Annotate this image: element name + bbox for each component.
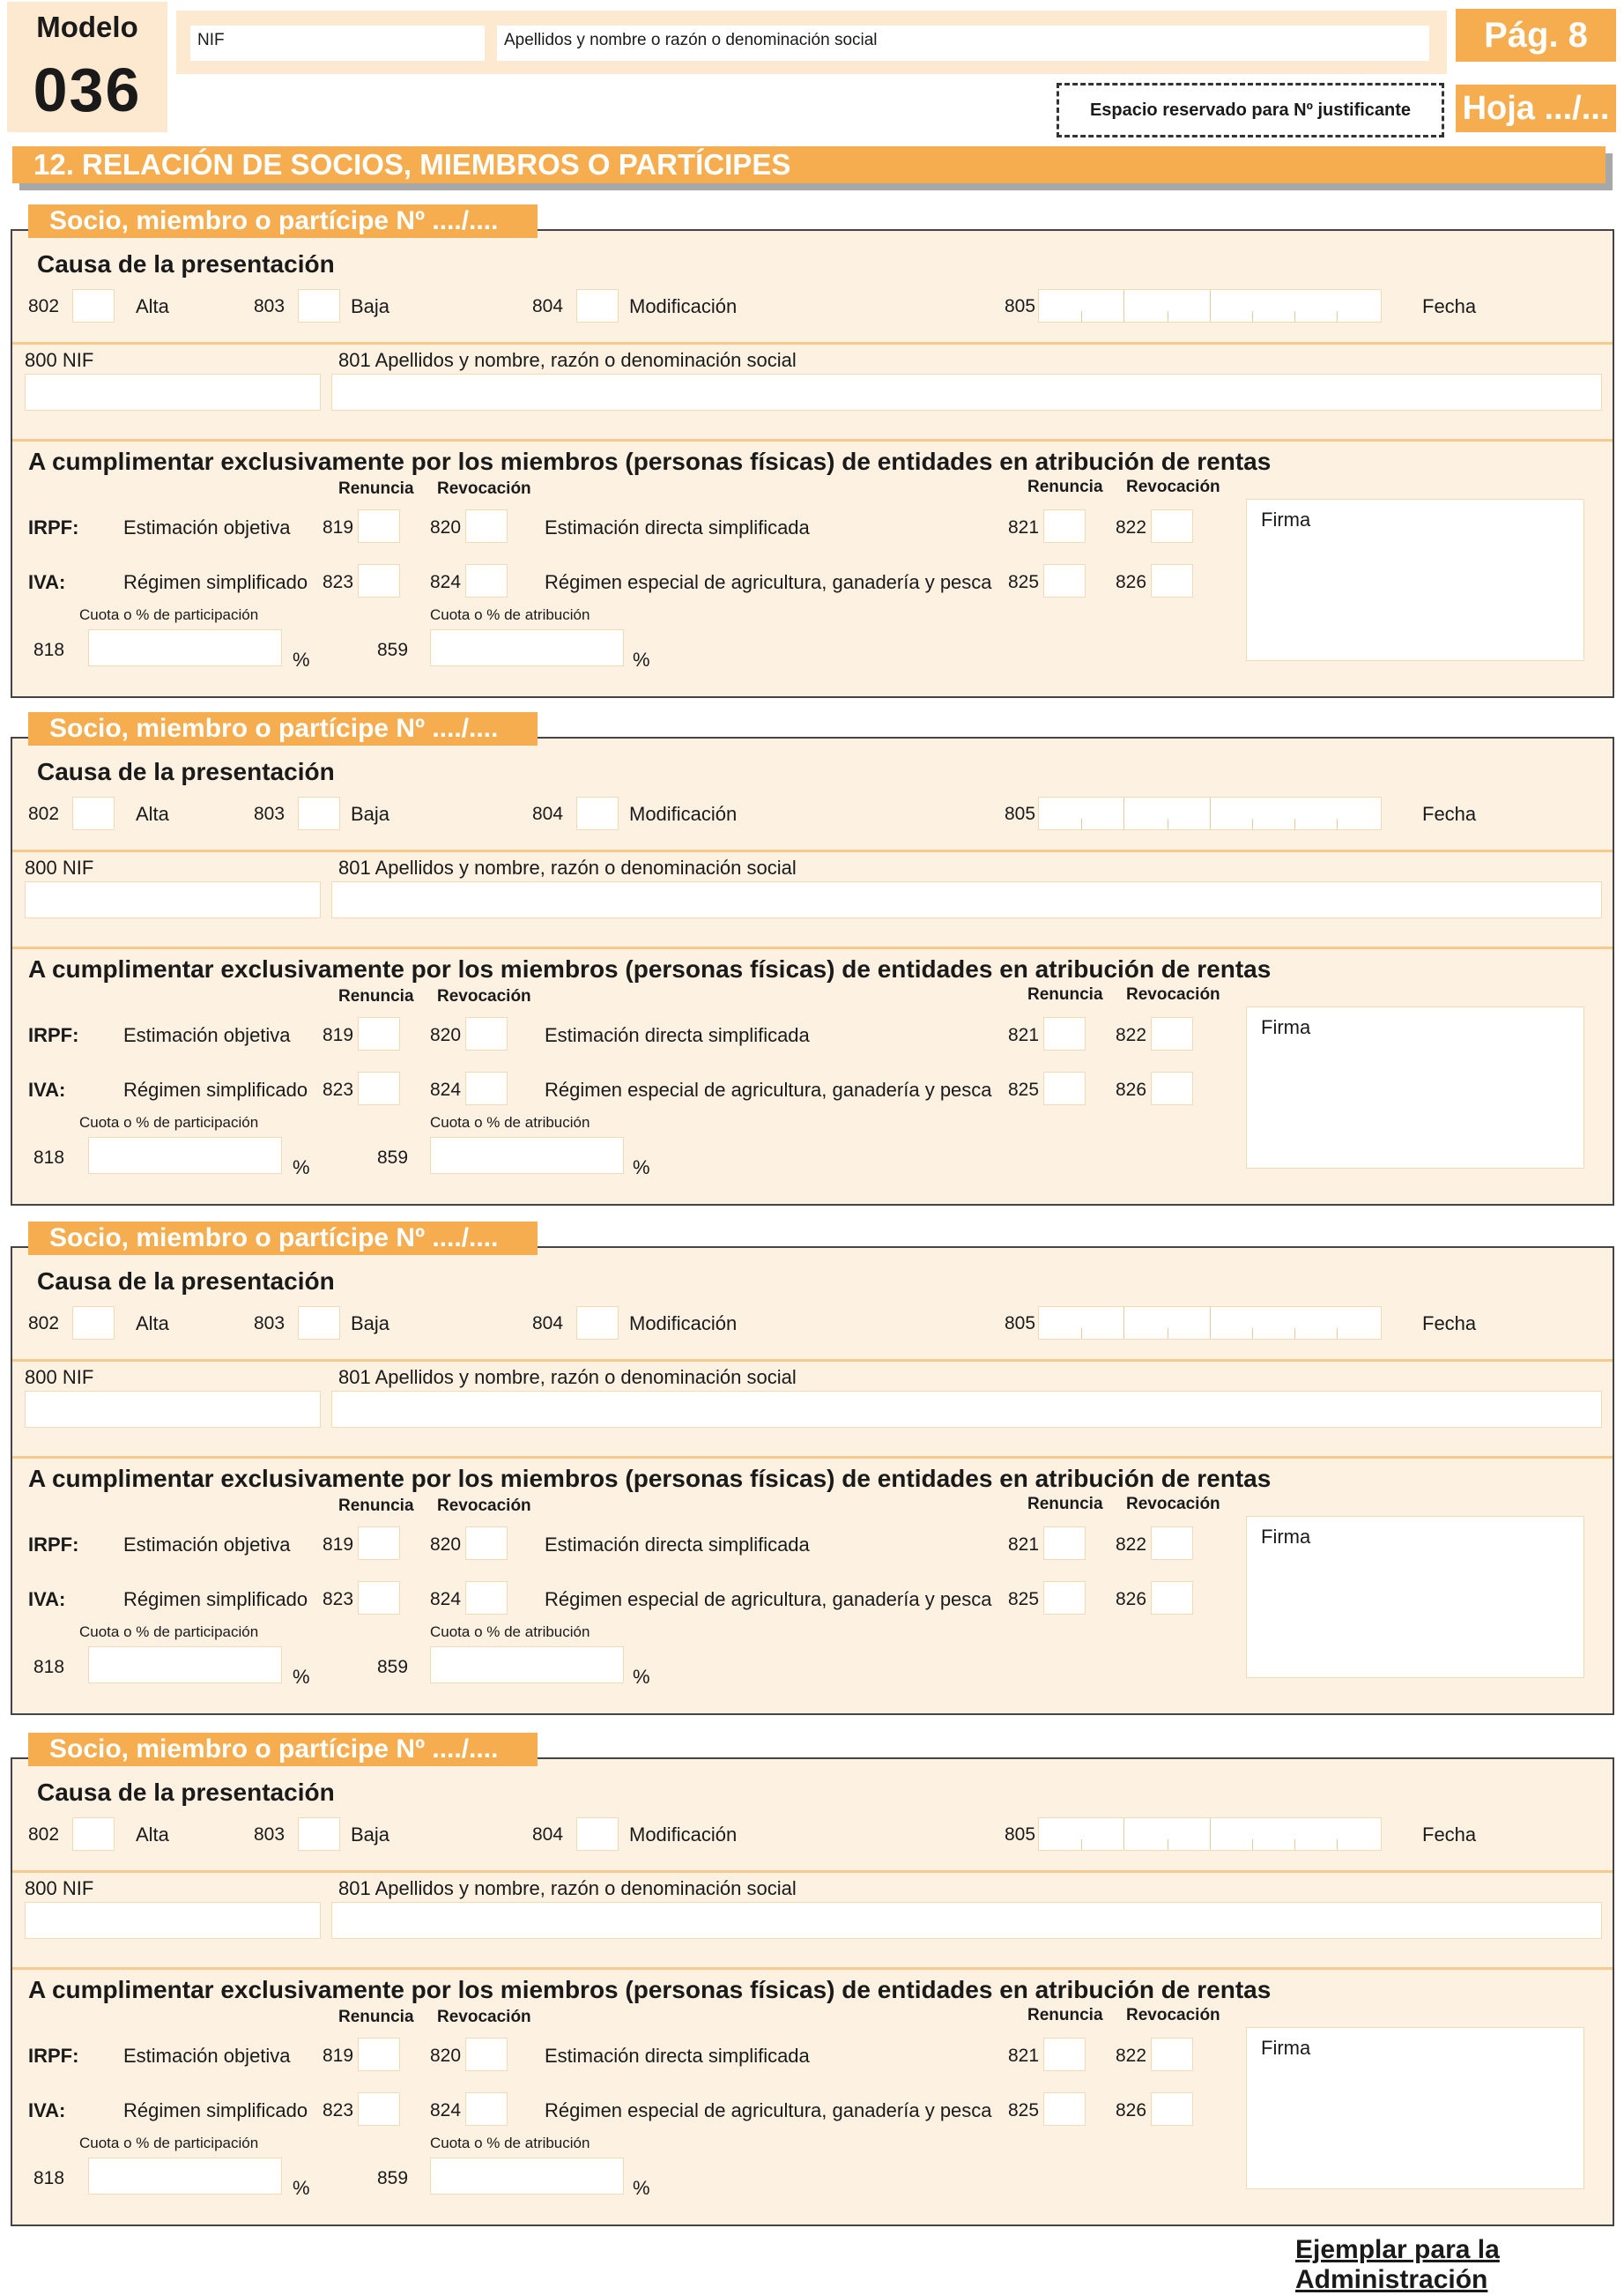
footer-ejemplar: Ejemplar para la Administración <box>1295 2235 1500 2294</box>
baja-label: Baja <box>351 1312 390 1334</box>
renuncia-823-checkbox[interactable] <box>358 2092 400 2126</box>
revocacion-header-2: Revocación <box>1126 1495 1220 1513</box>
date-tick <box>1294 1839 1295 1850</box>
modelo-number: 036 <box>33 56 142 124</box>
socio-title: Socio, miembro o partícipe Nº ..../.... <box>28 1733 538 1766</box>
code-805: 805 <box>1005 804 1036 824</box>
renuncia-821-checkbox[interactable] <box>1043 2038 1086 2071</box>
cuota-participacion-input[interactable] <box>88 1646 282 1683</box>
revocacion-header: Revocación <box>437 987 531 1006</box>
code-824: 824 <box>430 2100 462 2120</box>
firma-label: Firma <box>1261 2037 1311 2059</box>
revocacion-822-checkbox[interactable] <box>1151 509 1193 543</box>
estimacion-directa-label: Estimación directa simplificada <box>545 1534 810 1556</box>
cuota-atribucion-label: Cuota o % de atribución <box>430 2135 590 2151</box>
renuncia-header-2: Renuncia <box>1027 1495 1103 1513</box>
renuncia-819-checkbox[interactable] <box>358 1526 400 1560</box>
code-821: 821 <box>1008 1025 1040 1045</box>
code-803: 803 <box>254 804 285 824</box>
code-819: 819 <box>323 1534 354 1555</box>
code-822: 822 <box>1116 517 1147 538</box>
code-826: 826 <box>1116 1080 1147 1100</box>
date-tick <box>1081 311 1082 322</box>
date-tick <box>1081 1328 1082 1339</box>
code-819: 819 <box>323 1025 354 1045</box>
regimen-especial-label: Régimen especial de agricultura, ganadería y pesca <box>545 571 992 593</box>
code-823: 823 <box>323 572 354 592</box>
apellidos-label: 801 Apellidos y nombre, razón o denominación social <box>338 349 797 371</box>
renuncia-823-checkbox[interactable] <box>358 1581 400 1615</box>
code-822: 822 <box>1116 2046 1147 2066</box>
iva-label: IVA: <box>28 1079 66 1101</box>
code-826: 826 <box>1116 1589 1147 1609</box>
regimen-simplificado-label: Régimen simplificado <box>123 2099 308 2121</box>
code-825: 825 <box>1008 1080 1040 1100</box>
alta-label: Alta <box>136 295 169 317</box>
estimacion-directa-label: Estimación directa simplificada <box>545 1024 810 1046</box>
irpf-label: IRPF: <box>28 516 79 538</box>
revocacion-header-2: Revocación <box>1126 2006 1220 2024</box>
revocacion-822-checkbox[interactable] <box>1151 1017 1193 1051</box>
section-divider <box>12 947 1613 949</box>
fecha-date-field[interactable] <box>1038 797 1382 830</box>
revocacion-826-checkbox[interactable] <box>1151 2092 1193 2126</box>
alta-label: Alta <box>136 1312 169 1334</box>
section-title: 12. RELACIÓN DE SOCIOS, MIEMBROS O PARTÍCIPES <box>12 146 1605 183</box>
code-826: 826 <box>1116 572 1147 592</box>
code-823: 823 <box>323 2100 354 2120</box>
percent-sign: % <box>633 1666 650 1688</box>
estimacion-objetiva-label: Estimación objetiva <box>123 2045 291 2067</box>
code-859: 859 <box>377 1657 409 1677</box>
baja-checkbox[interactable] <box>298 797 340 830</box>
code-805: 805 <box>1005 1824 1036 1845</box>
code-822: 822 <box>1116 1534 1147 1555</box>
code-859: 859 <box>377 1148 409 1168</box>
revocacion-824-checkbox[interactable] <box>465 1581 508 1615</box>
miembros-title: A cumplimentar exclusivamente por los miembros (personas físicas) de entidades en atribución de rentas <box>28 1465 1272 1492</box>
code-821: 821 <box>1008 1534 1040 1555</box>
baja-checkbox[interactable] <box>298 1306 340 1340</box>
date-separator <box>1210 1818 1211 1850</box>
percent-sign: % <box>293 1156 310 1178</box>
renuncia-825-checkbox[interactable] <box>1043 2092 1086 2126</box>
date-separator <box>1210 290 1211 322</box>
date-tick <box>1252 819 1253 829</box>
modificacion-checkbox[interactable] <box>576 1306 619 1340</box>
renuncia-header-2: Renuncia <box>1027 478 1103 496</box>
percent-sign: % <box>293 1666 310 1688</box>
date-tick <box>1337 1328 1338 1339</box>
cuota-participacion-input[interactable] <box>88 629 282 666</box>
modelo-box <box>7 2 167 132</box>
date-separator <box>1210 798 1211 829</box>
renuncia-821-checkbox[interactable] <box>1043 1526 1086 1560</box>
code-823: 823 <box>323 1080 354 1100</box>
date-separator <box>1123 1307 1124 1339</box>
date-separator <box>1123 798 1124 829</box>
socio-block <box>11 1222 1614 1689</box>
modificacion-label: Modificación <box>629 1312 738 1334</box>
fecha-label: Fecha <box>1422 1823 1477 1846</box>
code-805: 805 <box>1005 1313 1036 1333</box>
apellidos-input[interactable] <box>331 881 1602 918</box>
fecha-date-field[interactable] <box>1038 1306 1382 1340</box>
date-tick <box>1081 819 1082 829</box>
renuncia-819-checkbox[interactable] <box>358 2038 400 2071</box>
code-820: 820 <box>430 1025 462 1045</box>
date-tick <box>1294 819 1295 829</box>
nif-input[interactable] <box>25 881 321 918</box>
header-nif-field[interactable] <box>190 26 485 61</box>
section-divider <box>12 1359 1613 1362</box>
regimen-simplificado-label: Régimen simplificado <box>123 1079 308 1101</box>
apellidos-label: 801 Apellidos y nombre, razón o denominación social <box>338 857 797 879</box>
miembros-title: A cumplimentar exclusivamente por los miembros (personas físicas) de entidades en atribución de rentas <box>28 955 1272 983</box>
code-821: 821 <box>1008 2046 1040 2066</box>
section-divider <box>12 850 1613 852</box>
alta-label: Alta <box>136 803 169 825</box>
socio-title: Socio, miembro o partícipe Nº ..../.... <box>28 1222 538 1255</box>
apellidos-input[interactable] <box>331 1391 1602 1428</box>
code-819: 819 <box>323 2046 354 2066</box>
code-825: 825 <box>1008 2100 1040 2120</box>
firma-box[interactable] <box>1246 2027 1584 2189</box>
estimacion-directa-label: Estimación directa simplificada <box>545 2045 810 2067</box>
code-819: 819 <box>323 517 354 538</box>
estimacion-objetiva-label: Estimación objetiva <box>123 516 291 538</box>
revocacion-header-2: Revocación <box>1126 478 1220 496</box>
fecha-date-field[interactable] <box>1038 289 1382 323</box>
date-tick <box>1337 311 1338 322</box>
header-name-field[interactable] <box>497 26 1429 61</box>
estimacion-objetiva-label: Estimación objetiva <box>123 1024 291 1046</box>
revocacion-header-2: Revocación <box>1126 985 1220 1004</box>
regimen-especial-label: Régimen especial de agricultura, ganadería y pesca <box>545 1588 992 1610</box>
socio-frame <box>11 229 1614 698</box>
revocacion-header: Revocación <box>437 479 531 498</box>
renuncia-header-2: Renuncia <box>1027 2006 1103 2024</box>
socio-title: Socio, miembro o partícipe Nº ..../.... <box>28 712 538 746</box>
percent-sign: % <box>633 2177 650 2199</box>
code-859: 859 <box>377 640 409 660</box>
irpf-label: IRPF: <box>28 2045 79 2067</box>
percent-sign: % <box>293 649 310 671</box>
cuota-atribucion-input[interactable] <box>430 1646 624 1683</box>
section-divider <box>12 1870 1613 1873</box>
percent-sign: % <box>293 2177 310 2199</box>
date-tick <box>1294 311 1295 322</box>
revocacion-820-checkbox[interactable] <box>465 1017 508 1051</box>
code-818: 818 <box>33 2168 65 2188</box>
apellidos-input[interactable] <box>331 374 1602 411</box>
section-divider <box>12 342 1613 345</box>
code-823: 823 <box>323 1589 354 1609</box>
modificacion-checkbox[interactable] <box>576 289 619 323</box>
socio-frame <box>11 737 1614 1206</box>
apellidos-label: 801 Apellidos y nombre, razón o denominación social <box>338 1877 797 1899</box>
firma-box[interactable] <box>1246 499 1584 661</box>
code-803: 803 <box>254 296 285 316</box>
code-825: 825 <box>1008 572 1040 592</box>
header-identification <box>176 11 1447 74</box>
renuncia-819-checkbox[interactable] <box>358 509 400 543</box>
iva-label: IVA: <box>28 571 66 593</box>
code-818: 818 <box>33 1148 65 1168</box>
nif-label: 800 NIF <box>25 1366 94 1388</box>
nif-label: 800 NIF <box>25 1877 94 1899</box>
fecha-date-field[interactable] <box>1038 1817 1382 1851</box>
modificacion-checkbox[interactable] <box>576 1817 619 1851</box>
date-tick <box>1252 311 1253 322</box>
code-824: 824 <box>430 1080 462 1100</box>
fecha-label: Fecha <box>1422 803 1477 825</box>
code-804: 804 <box>532 1824 564 1845</box>
code-805: 805 <box>1005 296 1036 316</box>
cuota-atribucion-label: Cuota o % de atribución <box>430 1114 590 1131</box>
cuota-participacion-input[interactable] <box>88 2158 282 2195</box>
baja-label: Baja <box>351 1823 390 1846</box>
socio-frame <box>11 1246 1614 1715</box>
modificacion-label: Modificación <box>629 803 738 825</box>
renuncia-819-checkbox[interactable] <box>358 1017 400 1051</box>
fecha-label: Fecha <box>1422 1312 1477 1334</box>
nif-label: 800 NIF <box>25 349 94 371</box>
section-divider <box>12 1967 1613 1970</box>
percent-sign: % <box>633 1156 650 1178</box>
regimen-especial-label: Régimen especial de agricultura, ganadería y pesca <box>545 2099 992 2121</box>
modificacion-label: Modificación <box>629 1823 738 1846</box>
baja-label: Baja <box>351 803 390 825</box>
renuncia-825-checkbox[interactable] <box>1043 564 1086 598</box>
header-name-label: Apellidos y nombre o razón o denominación social <box>504 31 878 49</box>
code-802: 802 <box>28 1824 60 1845</box>
code-818: 818 <box>33 640 65 660</box>
firma-label: Firma <box>1261 1526 1311 1548</box>
baja-label: Baja <box>351 295 390 317</box>
cuota-atribucion-input[interactable] <box>430 2158 624 2195</box>
cuota-atribucion-input[interactable] <box>430 629 624 666</box>
code-804: 804 <box>532 804 564 824</box>
date-tick <box>1252 1328 1253 1339</box>
revocacion-820-checkbox[interactable] <box>465 1526 508 1560</box>
baja-checkbox[interactable] <box>298 1817 340 1851</box>
fecha-label: Fecha <box>1422 295 1477 317</box>
alta-checkbox[interactable] <box>72 1817 115 1851</box>
estimacion-objetiva-label: Estimación objetiva <box>123 1534 291 1556</box>
code-859: 859 <box>377 2168 409 2188</box>
code-820: 820 <box>430 2046 462 2066</box>
socio-block <box>11 712 1614 1179</box>
revocacion-820-checkbox[interactable] <box>465 2038 508 2071</box>
nif-input[interactable] <box>25 374 321 411</box>
renuncia-825-checkbox[interactable] <box>1043 1581 1086 1615</box>
section-divider <box>12 1456 1613 1459</box>
code-820: 820 <box>430 1534 462 1555</box>
cuota-atribucion-input[interactable] <box>430 1137 624 1174</box>
irpf-label: IRPF: <box>28 1534 79 1556</box>
code-802: 802 <box>28 804 60 824</box>
date-tick <box>1081 1839 1082 1850</box>
renuncia-header: Renuncia <box>338 987 414 1006</box>
code-802: 802 <box>28 1313 60 1333</box>
code-821: 821 <box>1008 517 1040 538</box>
code-802: 802 <box>28 296 60 316</box>
hoja-badge: Hoja .../... <box>1456 85 1616 132</box>
revocacion-826-checkbox[interactable] <box>1151 564 1193 598</box>
code-804: 804 <box>532 1313 564 1333</box>
code-820: 820 <box>430 517 462 538</box>
code-824: 824 <box>430 572 462 592</box>
alta-checkbox[interactable] <box>72 289 115 323</box>
cuota-atribucion-label: Cuota o % de atribución <box>430 1623 590 1640</box>
socio-frame <box>11 1757 1614 2226</box>
header-nif-label: NIF <box>197 31 225 49</box>
firma-box[interactable] <box>1246 1516 1584 1678</box>
code-826: 826 <box>1116 2100 1147 2120</box>
renuncia-header-2: Renuncia <box>1027 985 1103 1004</box>
section-divider <box>12 439 1613 442</box>
percent-sign: % <box>633 649 650 671</box>
code-803: 803 <box>254 1313 285 1333</box>
renuncia-header: Renuncia <box>338 2008 414 2026</box>
baja-checkbox[interactable] <box>298 289 340 323</box>
revocacion-824-checkbox[interactable] <box>465 1072 508 1105</box>
revocacion-header: Revocación <box>437 2008 531 2026</box>
nif-input[interactable] <box>25 1902 321 1939</box>
revocacion-822-checkbox[interactable] <box>1151 2038 1193 2071</box>
page-number-badge: Pág. 8 <box>1456 9 1616 62</box>
nif-label: 800 NIF <box>25 857 94 879</box>
regimen-simplificado-label: Régimen simplificado <box>123 1588 308 1610</box>
iva-label: IVA: <box>28 2099 66 2121</box>
causa-title: Causa de la presentación <box>37 1779 335 1806</box>
renuncia-823-checkbox[interactable] <box>358 1072 400 1105</box>
alta-label: Alta <box>136 1823 169 1846</box>
firma-label: Firma <box>1261 1016 1311 1038</box>
revocacion-826-checkbox[interactable] <box>1151 1581 1193 1615</box>
miembros-title: A cumplimentar exclusivamente por los miembros (personas físicas) de entidades en atribución de rentas <box>28 1976 1272 2003</box>
firma-label: Firma <box>1261 509 1311 531</box>
cuota-participacion-label: Cuota o % de participación <box>79 2135 259 2151</box>
socio-block <box>11 1733 1614 2200</box>
revocacion-824-checkbox[interactable] <box>465 2092 508 2126</box>
socio-block <box>11 204 1614 672</box>
date-tick <box>1252 1839 1253 1850</box>
code-825: 825 <box>1008 1589 1040 1609</box>
socio-title: Socio, miembro o partícipe Nº ..../.... <box>28 204 538 238</box>
renuncia-header: Renuncia <box>338 1497 414 1515</box>
cuota-participacion-label: Cuota o % de participación <box>79 1623 259 1640</box>
modificacion-checkbox[interactable] <box>576 797 619 830</box>
miembros-title: A cumplimentar exclusivamente por los miembros (personas físicas) de entidades en atribución de rentas <box>28 448 1272 475</box>
cuota-atribucion-label: Cuota o % de atribución <box>430 606 590 623</box>
regimen-simplificado-label: Régimen simplificado <box>123 571 308 593</box>
cuota-participacion-label: Cuota o % de participación <box>79 1114 259 1131</box>
modificacion-label: Modificación <box>629 295 738 317</box>
renuncia-823-checkbox[interactable] <box>358 564 400 598</box>
code-822: 822 <box>1116 1025 1147 1045</box>
nif-input[interactable] <box>25 1391 321 1428</box>
alta-checkbox[interactable] <box>72 1306 115 1340</box>
date-tick <box>1337 1839 1338 1850</box>
revocacion-820-checkbox[interactable] <box>465 509 508 543</box>
code-824: 824 <box>430 1589 462 1609</box>
code-818: 818 <box>33 1657 65 1677</box>
apellidos-input[interactable] <box>331 1902 1602 1939</box>
iva-label: IVA: <box>28 1588 66 1610</box>
cuota-participacion-input[interactable] <box>88 1137 282 1174</box>
date-tick <box>1337 819 1338 829</box>
alta-checkbox[interactable] <box>72 797 115 830</box>
firma-box[interactable] <box>1246 1006 1584 1169</box>
estimacion-directa-label: Estimación directa simplificada <box>545 516 810 538</box>
cuota-participacion-label: Cuota o % de participación <box>79 606 259 623</box>
code-804: 804 <box>532 296 564 316</box>
regimen-especial-label: Régimen especial de agricultura, ganadería y pesca <box>545 1079 992 1101</box>
date-separator <box>1123 1818 1124 1850</box>
date-tick <box>1294 1328 1295 1339</box>
date-separator <box>1210 1307 1211 1339</box>
code-803: 803 <box>254 1824 285 1845</box>
justificante-reserved-space: Espacio reservado para Nº justificante <box>1057 83 1444 137</box>
causa-title: Causa de la presentación <box>37 250 335 278</box>
date-separator <box>1123 290 1124 322</box>
revocacion-824-checkbox[interactable] <box>465 564 508 598</box>
irpf-label: IRPF: <box>28 1024 79 1046</box>
renuncia-header: Renuncia <box>338 479 414 498</box>
modelo-label: Modelo <box>36 11 138 43</box>
revocacion-826-checkbox[interactable] <box>1151 1072 1193 1105</box>
revocacion-822-checkbox[interactable] <box>1151 1526 1193 1560</box>
renuncia-821-checkbox[interactable] <box>1043 1017 1086 1051</box>
apellidos-label: 801 Apellidos y nombre, razón o denominación social <box>338 1366 797 1388</box>
renuncia-821-checkbox[interactable] <box>1043 509 1086 543</box>
renuncia-825-checkbox[interactable] <box>1043 1072 1086 1105</box>
causa-title: Causa de la presentación <box>37 1267 335 1295</box>
revocacion-header: Revocación <box>437 1497 531 1515</box>
causa-title: Causa de la presentación <box>37 758 335 785</box>
